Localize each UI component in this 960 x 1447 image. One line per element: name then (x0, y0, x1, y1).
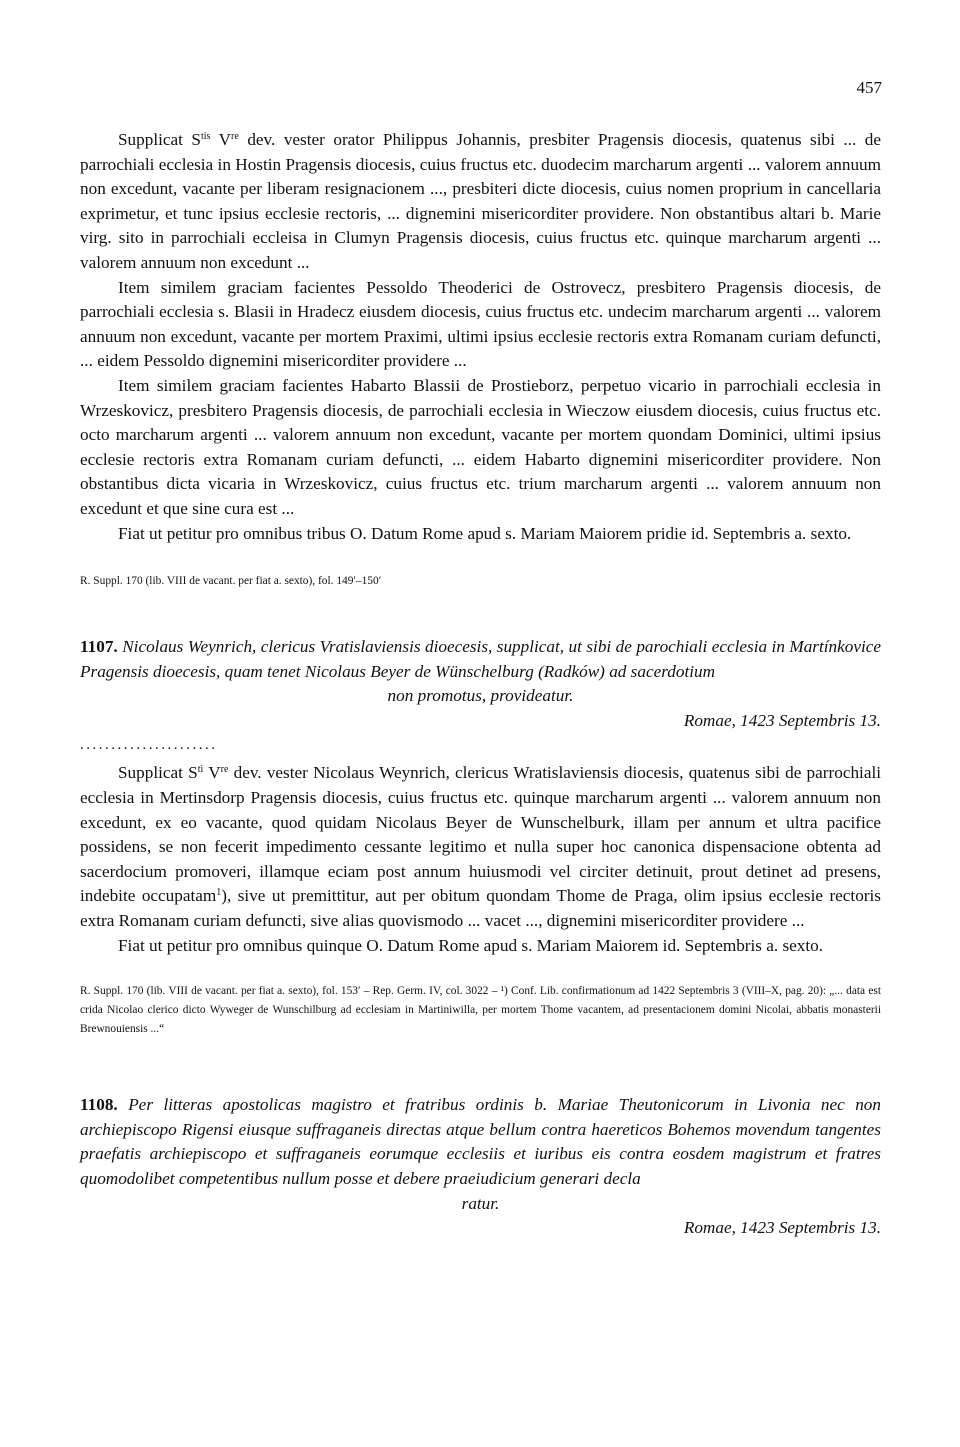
entry-number: 1107. (80, 637, 118, 657)
fiat-paragraph: Fiat ut petitur pro omnibus quinque O. Datum Rome apud s. Mariam Maiorem id. Septembris a. sexto. (118, 935, 824, 955)
omission-dots: ...................... (80, 737, 218, 754)
entry-1107-date: Romae, 1423 Septembris 13. (683, 710, 881, 730)
superscript: re (231, 131, 239, 142)
footnote-marker: 1 (216, 887, 222, 899)
text-run: ), sive ut premittitur, aut per obitum quondam Thome de Praga, olim ipsius ecclesie rectoris extra Romanam curiam defuncti, sive alias quovismodo ... vacet ..., dignemini misericorditer providere ... (80, 886, 881, 931)
text-run: dev. vester orator Philippus Johannis, presbiter Pragensis diocesis, quatenus sibi ... de parrochiali ecclesia in Hostin Pragensis diocesis, cuius fructus etc. duodecim marcharum argenti ... valorem annuum non excedunt, vacante per liberam resignacionem ..., presbiteri dicte diocesis, cuius nomen proprium in cancellaria exprimetur, et tunc ipsius ecclesie rectoris, ... dignemini misericorditer providere. Non obstantibus altari b. Marie virg. sito in parrochiali eccleisa in Clumyn Pragensis diocesis, cuius fructus etc. quinque marcharum argenti ... valorem annuum non excedunt ... (80, 130, 881, 272)
entry-1107-heading (80, 635, 881, 684)
superscript: tis (200, 131, 211, 142)
entry-summary: Nicolaus Weynrich, clericus Vratislaviensis dioecesis, supplicat, ut sibi de parochiali ecclesia in Martínkovice Pragensis dioecesis, quam tenet Nicolaus Beyer de Wünschelburg (Radków) ad sacerdotium (80, 637, 882, 681)
superscript: ti (197, 764, 204, 776)
item-paragraph-pessoldo: Item similem graciam facientes Pessoldo Theoderici de Ostrovecz, presbitero Pragensis diocesis, de parrochiali ecclesia s. Blasii in Hradecz eiusdem diocesis, cuius fructus etc. undecim marcharum argenti ... valorem annuum non excedunt, vacante per mortem Praximi, ultimi ipsius ecclesie rectoris extra Romanam curiam defuncti, ... eidem Pessoldo dignemini misericorditer providere ... (80, 277, 881, 371)
page-number: 457 (856, 78, 882, 97)
fiat-paragraph: Fiat ut petitur pro omnibus tribus O. Datum Rome apud s. Mariam Maiorem pridie id. Septembris a. sexto. (118, 523, 852, 543)
text-run: V (203, 763, 221, 783)
text-run: dev. vester Nicolaus Weynrich, clericus Wratislaviensis diocesis, quatenus sibi de parrochiali ecclesia in Mertinsdorp Pragensis diocesis, cuius fructus etc. quinque marcharum argenti ... valorem annuum non excedunt, ex eo vacante, quod quidam Nicolaus Beyer de Wunschelburk, illam per annum et ultra pacifice possidens, se non fecerit impedimento cessante legitimo et nulla super hoc canonica dispensacione obtenta ad sacerdocium promoveri, illamque eciam post annum huiusmodi vel circiter detinuit, prout detinet ad presens, indebite occupatam (80, 763, 882, 906)
supplication-paragraph (80, 761, 881, 933)
supplication-paragraph (80, 128, 881, 276)
text-run: Supplicat S (118, 763, 198, 783)
item-paragraph-habarto: Item similem graciam facientes Habarto Blassii de Prostieborz, perpetuo vicario in parrochiali ecclesia in Wrzeskovicz, presbitero Pragensis diocesis, de parrochiali ecclesia in Wieczow eiusdem diocesis, cuius fructus etc. octo marcharum argenti ... valorem annuum non excedunt, vacante per mortem quondam Dominici, ultimi ipsius ecclesie rectoris extra Romanam curiam defuncti, ... eidem Habarto dignemini misericorditer providere. Non obstantibus dicta vicaria in Wrzeskovicz, cuius fructus etc. trium marcharum argenti ... valorem annuum non excedunt et que sine cura est ... (80, 375, 881, 518)
entry-1108-heading (80, 1093, 881, 1191)
text-run: Supplicat S (118, 130, 201, 149)
entry-summary: Per litteras apostolicas magistro et fratribus ordinis b. Mariae Theutonicorum in Livonia nec non archiepiscopo Rigensi eiusque suffraganeis directas atque bellum contra haereticos Bohemos movendum tangentes praefatis archiepiscopo et suffraganeis eorumque ecclesiis et iuribus eis contra eosdem magistrum et fratres quomodolibet competentibus nullum posse et debere praeiudicium generari decla (80, 1095, 881, 1188)
source-note: R. Suppl. 170 (lib. VIII de vacant. per fiat a. sexto), fol. 149′–150′ (80, 575, 382, 588)
superscript: re (220, 764, 229, 776)
entry-number: 1108. (80, 1095, 118, 1115)
entry-1108-date: Romae, 1423 Septembris 13. (683, 1218, 881, 1238)
page-body (80, 128, 881, 1241)
source-note: R. Suppl. 170 (lib. VIII de vacant. per fiat a. sexto), fol. 153′ – Rep. Germ. IV, col. 3022 – ¹) Conf. Lib. confirmationum ad 1422 Septembris 3 (VIII–X, pag. 20): „... data est crida Nicolao clerico dicto Wyweger de Wunschilburg ad ecclesiam in Martiniwilla, per mortem Thome vacantem, ad presentacionem domini Nicolai, abbatis monasterii Brewnouiensis ...“ (80, 985, 881, 1036)
entry-1107-heading-end: non promotus, provideatur. (387, 686, 574, 706)
text-run: V (210, 130, 232, 149)
entry-1108-heading-end: ratur. (461, 1193, 500, 1213)
